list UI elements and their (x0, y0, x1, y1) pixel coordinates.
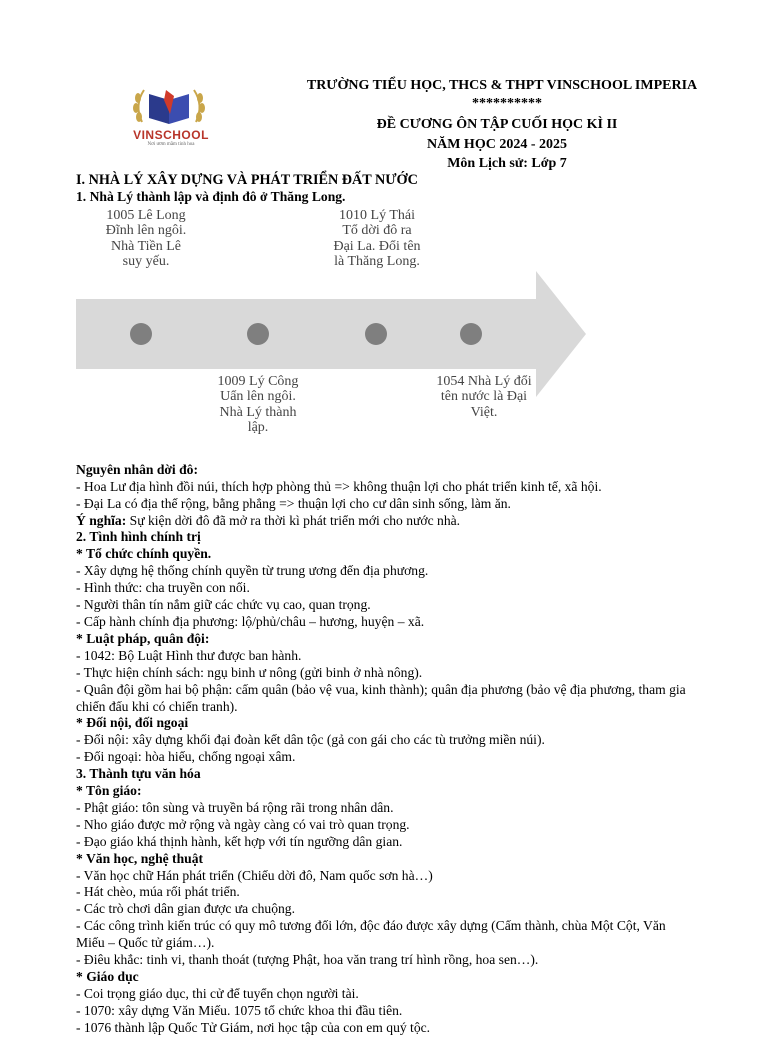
list-item: - Điêu khắc: tinh vi, thanh thoát (tượng Phật, hoa văn trang trí hình rồng, hoa sen…). (76, 952, 539, 968)
list-item: - Coi trọng giáo dục, thi cử để tuyển chọn người tài. (76, 985, 359, 1001)
cause-line: - Đại La có địa thế rộng, bằng phẳng => thuận lợi cho cư dân sinh sống, làm ăn. (76, 495, 511, 511)
section-1-sub-title: 1. Nhà Lý thành lập và định đô ở Thăng Long. (76, 188, 346, 204)
section-2-title: 2. Tình hình chính trị (76, 529, 201, 545)
list-item: - 1042: Bộ Luật Hình thư được ban hành. (76, 647, 302, 663)
list-item: - Nho giáo được mở rộng và ngày càng có vai trò quan trọng. (76, 816, 410, 832)
meaning-line (76, 513, 696, 530)
stars-divider: ********** (472, 96, 542, 111)
list-item: - Các trò chơi dân gian được ưa chuộng. (76, 901, 295, 917)
document-body (76, 172, 696, 1037)
list-item: - Thực hiện chính sách: ngụ binh ư nông (gửi binh ở nhà nông). (76, 664, 423, 680)
timeline-event-1054: 1054 Nhà Lý đổi tên nước là Đại Việt. (436, 373, 532, 420)
list-item: - Xây dựng hệ thống chính quyền từ trung ương đến địa phương. (76, 563, 429, 579)
timeline-dot (365, 323, 387, 345)
list-item: - Đối ngoại: hòa hiếu, chống ngoại xâm. (76, 749, 296, 765)
list-item: - Văn học chữ Hán phát triển (Chiếu dời đô, Nam quốc sơn hà…) (76, 867, 433, 883)
logo-slogan: Nơi ươm mầm tinh hoa (147, 142, 195, 147)
timeline-dot (130, 323, 152, 345)
list-item: - 1070: xây dựng Văn Miếu. 1075 tổ chức khoa thi đầu tiên. (76, 1002, 403, 1018)
list-item: - Cấp hành chính địa phương: lộ/phủ/châu – hương, huyện – xã. (76, 613, 425, 629)
subject-line: Môn Lịch sử: Lớp 7 (447, 156, 567, 171)
cause-title: Nguyên nhân dời đô: (76, 461, 198, 477)
list-item: - Quân đội gồm hai bộ phận: cấm quân (bảo vệ vua, kinh thành); quân địa phương (bảo vệ địa phương, tham gia chiến đấu khi có chiến tranh). (76, 681, 686, 714)
list-item: - Đối nội: xây dựng khối đại đoàn kết dân tộc (gả con gái cho các tù trưởng miền núi). (76, 732, 545, 748)
list-item: - Các công trình kiến trúc có quy mô tương đối lớn, độc đáo được xây dựng (Cấm thành, chùa Một Cột, Văn Miếu – Quốc tử giám…). (76, 918, 666, 951)
sub-heading: * Tôn giáo: (76, 783, 142, 799)
timeline-event-1009: 1009 Lý Công Uẩn lên ngôi. Nhà Lý thành lập. (217, 373, 299, 436)
list-item: - Đạo giáo khá thịnh hành, kết hợp với tín ngưỡng dân gian. (76, 833, 403, 849)
timeline-event-1010: 1010 Lý Thái Tổ dời đô ra Đại La. Đổi tên là Thăng Long. (333, 207, 421, 270)
list-item: - 1076 thành lập Quốc Tử Giám, nơi học tập của con em quý tộc. (76, 1019, 431, 1035)
doc-title: ĐỀ CƯƠNG ÔN TẬP CUỐI HỌC KÌ II (376, 117, 618, 132)
timeline-dot (247, 323, 269, 345)
meaning-text: Sự kiện dời đô đã mở ra thời kì phát triển mới cho nước nhà. (126, 512, 461, 528)
timeline-diagram (76, 206, 696, 462)
section-3-title: 3. Thành tựu văn hóa (76, 766, 201, 782)
list-item: - Người thân tín nắm giữ các chức vụ cao, quan trọng. (76, 597, 371, 613)
timeline-dot (460, 323, 482, 345)
timeline-event-1005: 1005 Lê Long Đĩnh lên ngôi. Nhà Tiền Lê suy yếu. (105, 207, 187, 270)
sub-heading: * Luật pháp, quân đội: (76, 630, 210, 646)
list-item: - Hình thức: cha truyền con nối. (76, 580, 250, 596)
sub-heading: * Giáo dục (76, 969, 139, 984)
meaning-title: Ý nghĩa: (76, 512, 127, 528)
sub-heading: * Tổ chức chính quyền. (76, 546, 212, 562)
sub-heading: * Văn học, nghệ thuật (76, 850, 204, 866)
section-1-title: I. NHÀ LÝ XÂY DỰNG VÀ PHÁT TRIỂN ĐẤT NƯỚC (76, 172, 418, 188)
logo-name: VINSCHOOL (133, 128, 209, 142)
list-item: - Phật giáo: tôn sùng và truyền bá rộng rãi trong nhân dân. (76, 799, 394, 815)
sub-heading: * Đối nội, đối ngoại (76, 715, 189, 731)
school-name: TRƯỜNG TIỂU HỌC, THCS & THPT VINSCHOOL IMPERIA (306, 78, 698, 93)
cause-line: - Hoa Lư địa hình đồi núi, thích hợp phòng thủ => không thuận lợi cho phát triển kinh tế, xã hội. (76, 478, 602, 494)
list-item: - Hát chèo, múa rối phát triển. (76, 884, 240, 900)
school-year: NĂM HỌC 2024 - 2025 (427, 137, 567, 152)
